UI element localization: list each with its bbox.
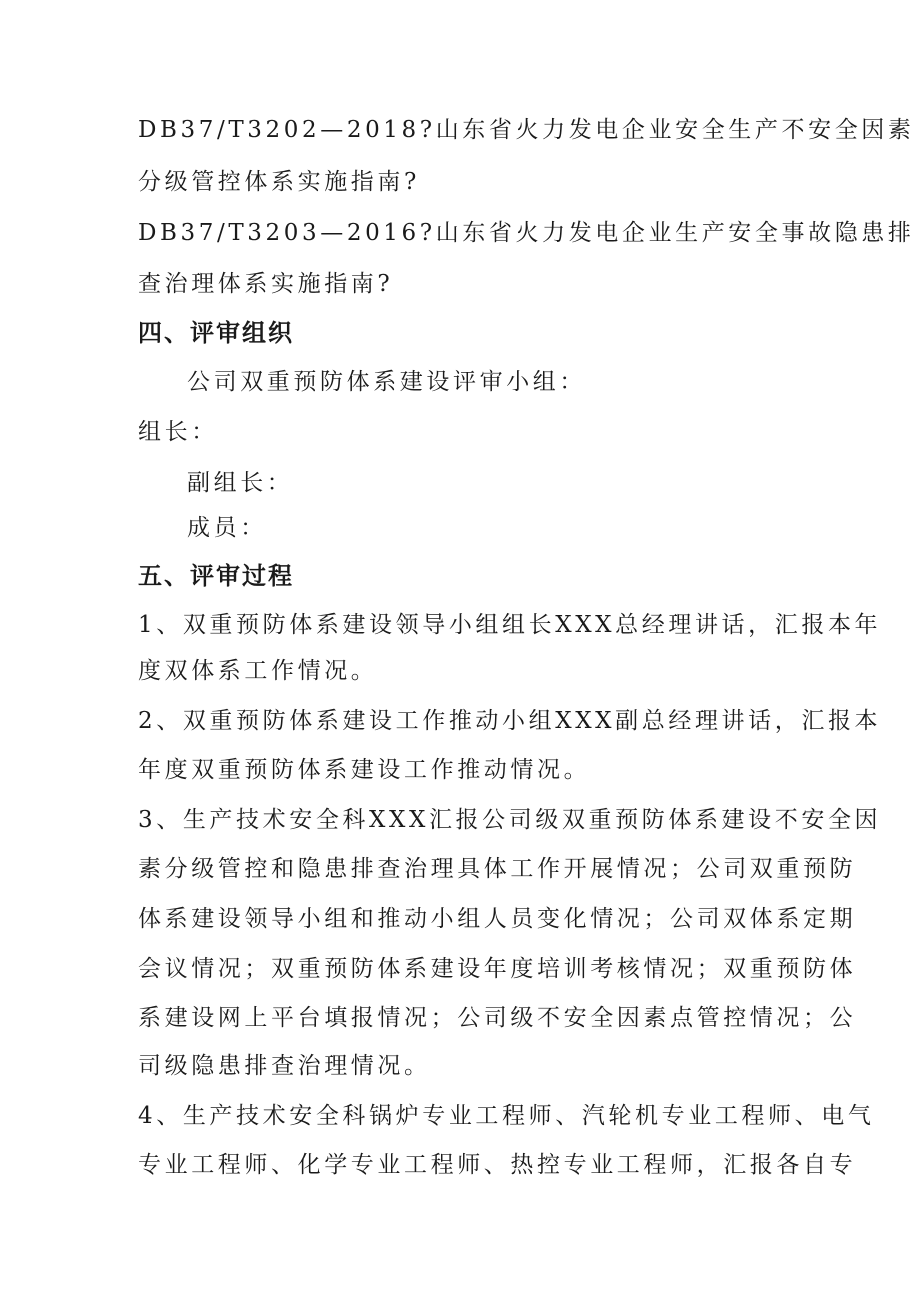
section-heading-5: 五、评审过程	[138, 562, 294, 590]
body-line: 查治理体系实施指南?	[138, 271, 394, 297]
process-line: 会议情况；双重预防体系建设年度培训考核情况；双重预防体	[138, 956, 857, 982]
review-group-intro: 公司双重预防体系建设评审小组：	[187, 369, 586, 395]
process-line: 度双体系工作情况。	[138, 658, 378, 684]
process-line: 体系建设领导小组和推动小组人员变化情况；公司双体系定期	[138, 906, 857, 932]
process-line: 系建设网上平台填报情况；公司级不安全因素点管控情况；公	[138, 1005, 857, 1031]
process-line: 司级隐患排查治理情况。	[138, 1053, 431, 1079]
process-line: 1、双重预防体系建设领导小组组长XXX总经理讲话，汇报本年	[138, 612, 882, 638]
process-line: 4、生产技术安全科锅炉专业工程师、汽轮机专业工程师、电气	[138, 1103, 875, 1129]
deputy-leader-label: 副组长：	[187, 470, 294, 496]
body-line: 分级管控体系实施指南?	[138, 169, 420, 195]
body-line: DB37/T3203—2016?山东省火力发电企业生产安全事故隐患排	[138, 220, 915, 246]
body-line: DB37/T3202—2018?山东省火力发电企业安全生产不安全因素	[138, 117, 915, 143]
process-line: 3、生产技术安全科XXX汇报公司级双重预防体系建设不安全因	[138, 807, 882, 833]
group-leader-label: 组长：	[138, 419, 218, 445]
process-line: 2、双重预防体系建设工作推动小组XXX副总经理讲话，汇报本	[138, 708, 882, 734]
process-line: 年度双重预防体系建设工作推动情况。	[138, 757, 591, 783]
members-label: 成员：	[187, 515, 267, 541]
section-heading-4: 四、评审组织	[138, 319, 294, 347]
process-line: 素分级管控和隐患排查治理具体工作开展情况；公司双重预防	[138, 856, 857, 882]
process-line: 专业工程师、化学专业工程师、热控专业工程师，汇报各自专	[138, 1152, 857, 1178]
